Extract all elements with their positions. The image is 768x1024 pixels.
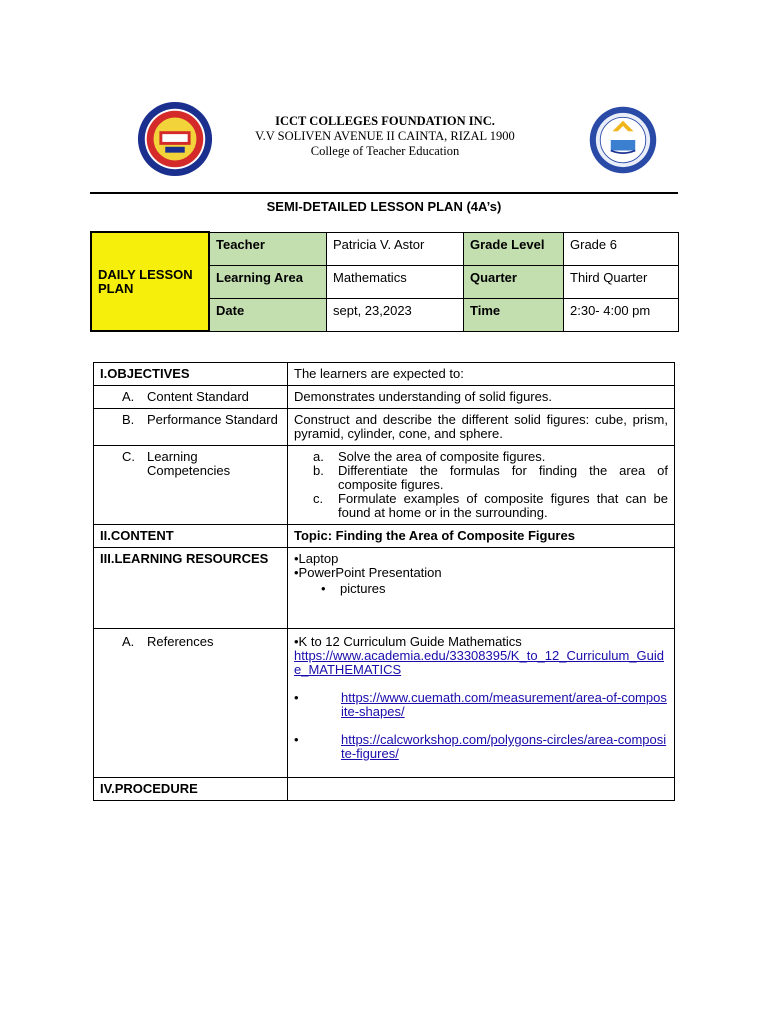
resource-item: pictures [340, 581, 386, 596]
competencies-row [94, 446, 675, 525]
content-standard-row [94, 386, 675, 409]
document-title: SEMI-DETAILED LESSON PLAN (4A’s) [266, 199, 502, 214]
reference-link-calcworkshop[interactable]: https://calcworkshop.com/polygons-circles/area-composite-figures/ [341, 732, 667, 761]
school-name: ICCT COLLEGES FOUNDATION INC. [275, 114, 495, 128]
resource-item: •Laptop [294, 551, 339, 566]
list-item: a. Solve the area of composite figures. [313, 449, 546, 464]
list-item: b. Differentiate the formulas for finding the area of composite figures. [313, 463, 668, 492]
school-header [230, 114, 540, 159]
content-standard-letter: A. [122, 389, 135, 404]
bullet-icon: • [321, 581, 326, 596]
references-letter: A. [122, 634, 135, 649]
bullet-icon: • [294, 732, 299, 747]
objectives-label: I.OBJECTIVES [94, 363, 288, 386]
resource-item: •PowerPoint Presentation [294, 565, 442, 580]
performance-standard-text: Construct and describe the different solid figures: cube, prism, pyramid, cylinder, cone, and sphere. [288, 409, 675, 446]
header-divider [90, 192, 678, 194]
topic-text: Topic: Finding the Area of Composite Figures [288, 525, 675, 548]
time-label: Time [464, 298, 564, 331]
icct-seal-logo [136, 100, 214, 178]
references-title: •K to 12 Curriculum Guide Mathematics [294, 634, 522, 649]
teacher-value: Patricia V. Astor [327, 232, 464, 265]
daily-lesson-plan-label: DAILY LESSON PLAN [91, 232, 209, 331]
learning-area-value: Mathematics [327, 265, 464, 298]
date-label: Date [209, 298, 327, 331]
references-row [94, 629, 675, 778]
objectives-intro: The learners are expected to: [288, 363, 675, 386]
date-value: sept, 23,2023 [327, 298, 464, 331]
bullet-icon: • [294, 690, 299, 705]
procedure-label: IV.PROCEDURE [94, 778, 288, 801]
reference-link-cuemath[interactable]: https://www.cuemath.com/measurement/area-of-composite-shapes/ [341, 690, 667, 719]
college-name: College of Teacher Education [310, 144, 460, 158]
competencies-label: Learning Competencies [147, 449, 231, 478]
resources-row [94, 548, 675, 629]
grade-level-value: Grade 6 [564, 232, 679, 265]
references-label: References [147, 634, 214, 649]
performance-standard-row [94, 409, 675, 446]
performance-standard-label: Performance Standard [147, 412, 278, 427]
cte-seal-logo [588, 105, 658, 175]
quarter-label: Quarter [464, 265, 564, 298]
resources-label: III.LEARNING RESOURCES [94, 548, 288, 629]
teacher-label: Teacher [209, 232, 327, 265]
content-standard-label: Content Standard [147, 389, 249, 404]
school-address: V.V SOLIVEN AVENUE II CAINTA, RIZAL 1900 [255, 129, 515, 143]
content-row [94, 525, 675, 548]
competencies-list [294, 450, 668, 520]
content-standard-text: Demonstrates understanding of solid figures. [288, 386, 675, 409]
lesson-info-table [90, 231, 679, 332]
objectives-row [94, 363, 675, 386]
competencies-letter: C. [122, 449, 135, 464]
reference-link-academia[interactable]: https://www.academia.edu/33308395/K_to_12_Curriculum_Guide_MATHEMATICS [294, 648, 665, 677]
grade-level-label: Grade Level [464, 232, 564, 265]
learning-area-label: Learning Area [209, 265, 327, 298]
lesson-plan-table [93, 362, 675, 801]
content-label: II.CONTENT [94, 525, 288, 548]
performance-standard-letter: B. [122, 412, 135, 427]
procedure-row [94, 778, 675, 801]
quarter-value: Third Quarter [564, 265, 679, 298]
time-value: 2:30- 4:00 pm [564, 298, 679, 331]
procedure-content [288, 778, 675, 801]
list-item: c. Formulate examples of composite figures that can be found at home or in the surrounding. [313, 491, 668, 520]
